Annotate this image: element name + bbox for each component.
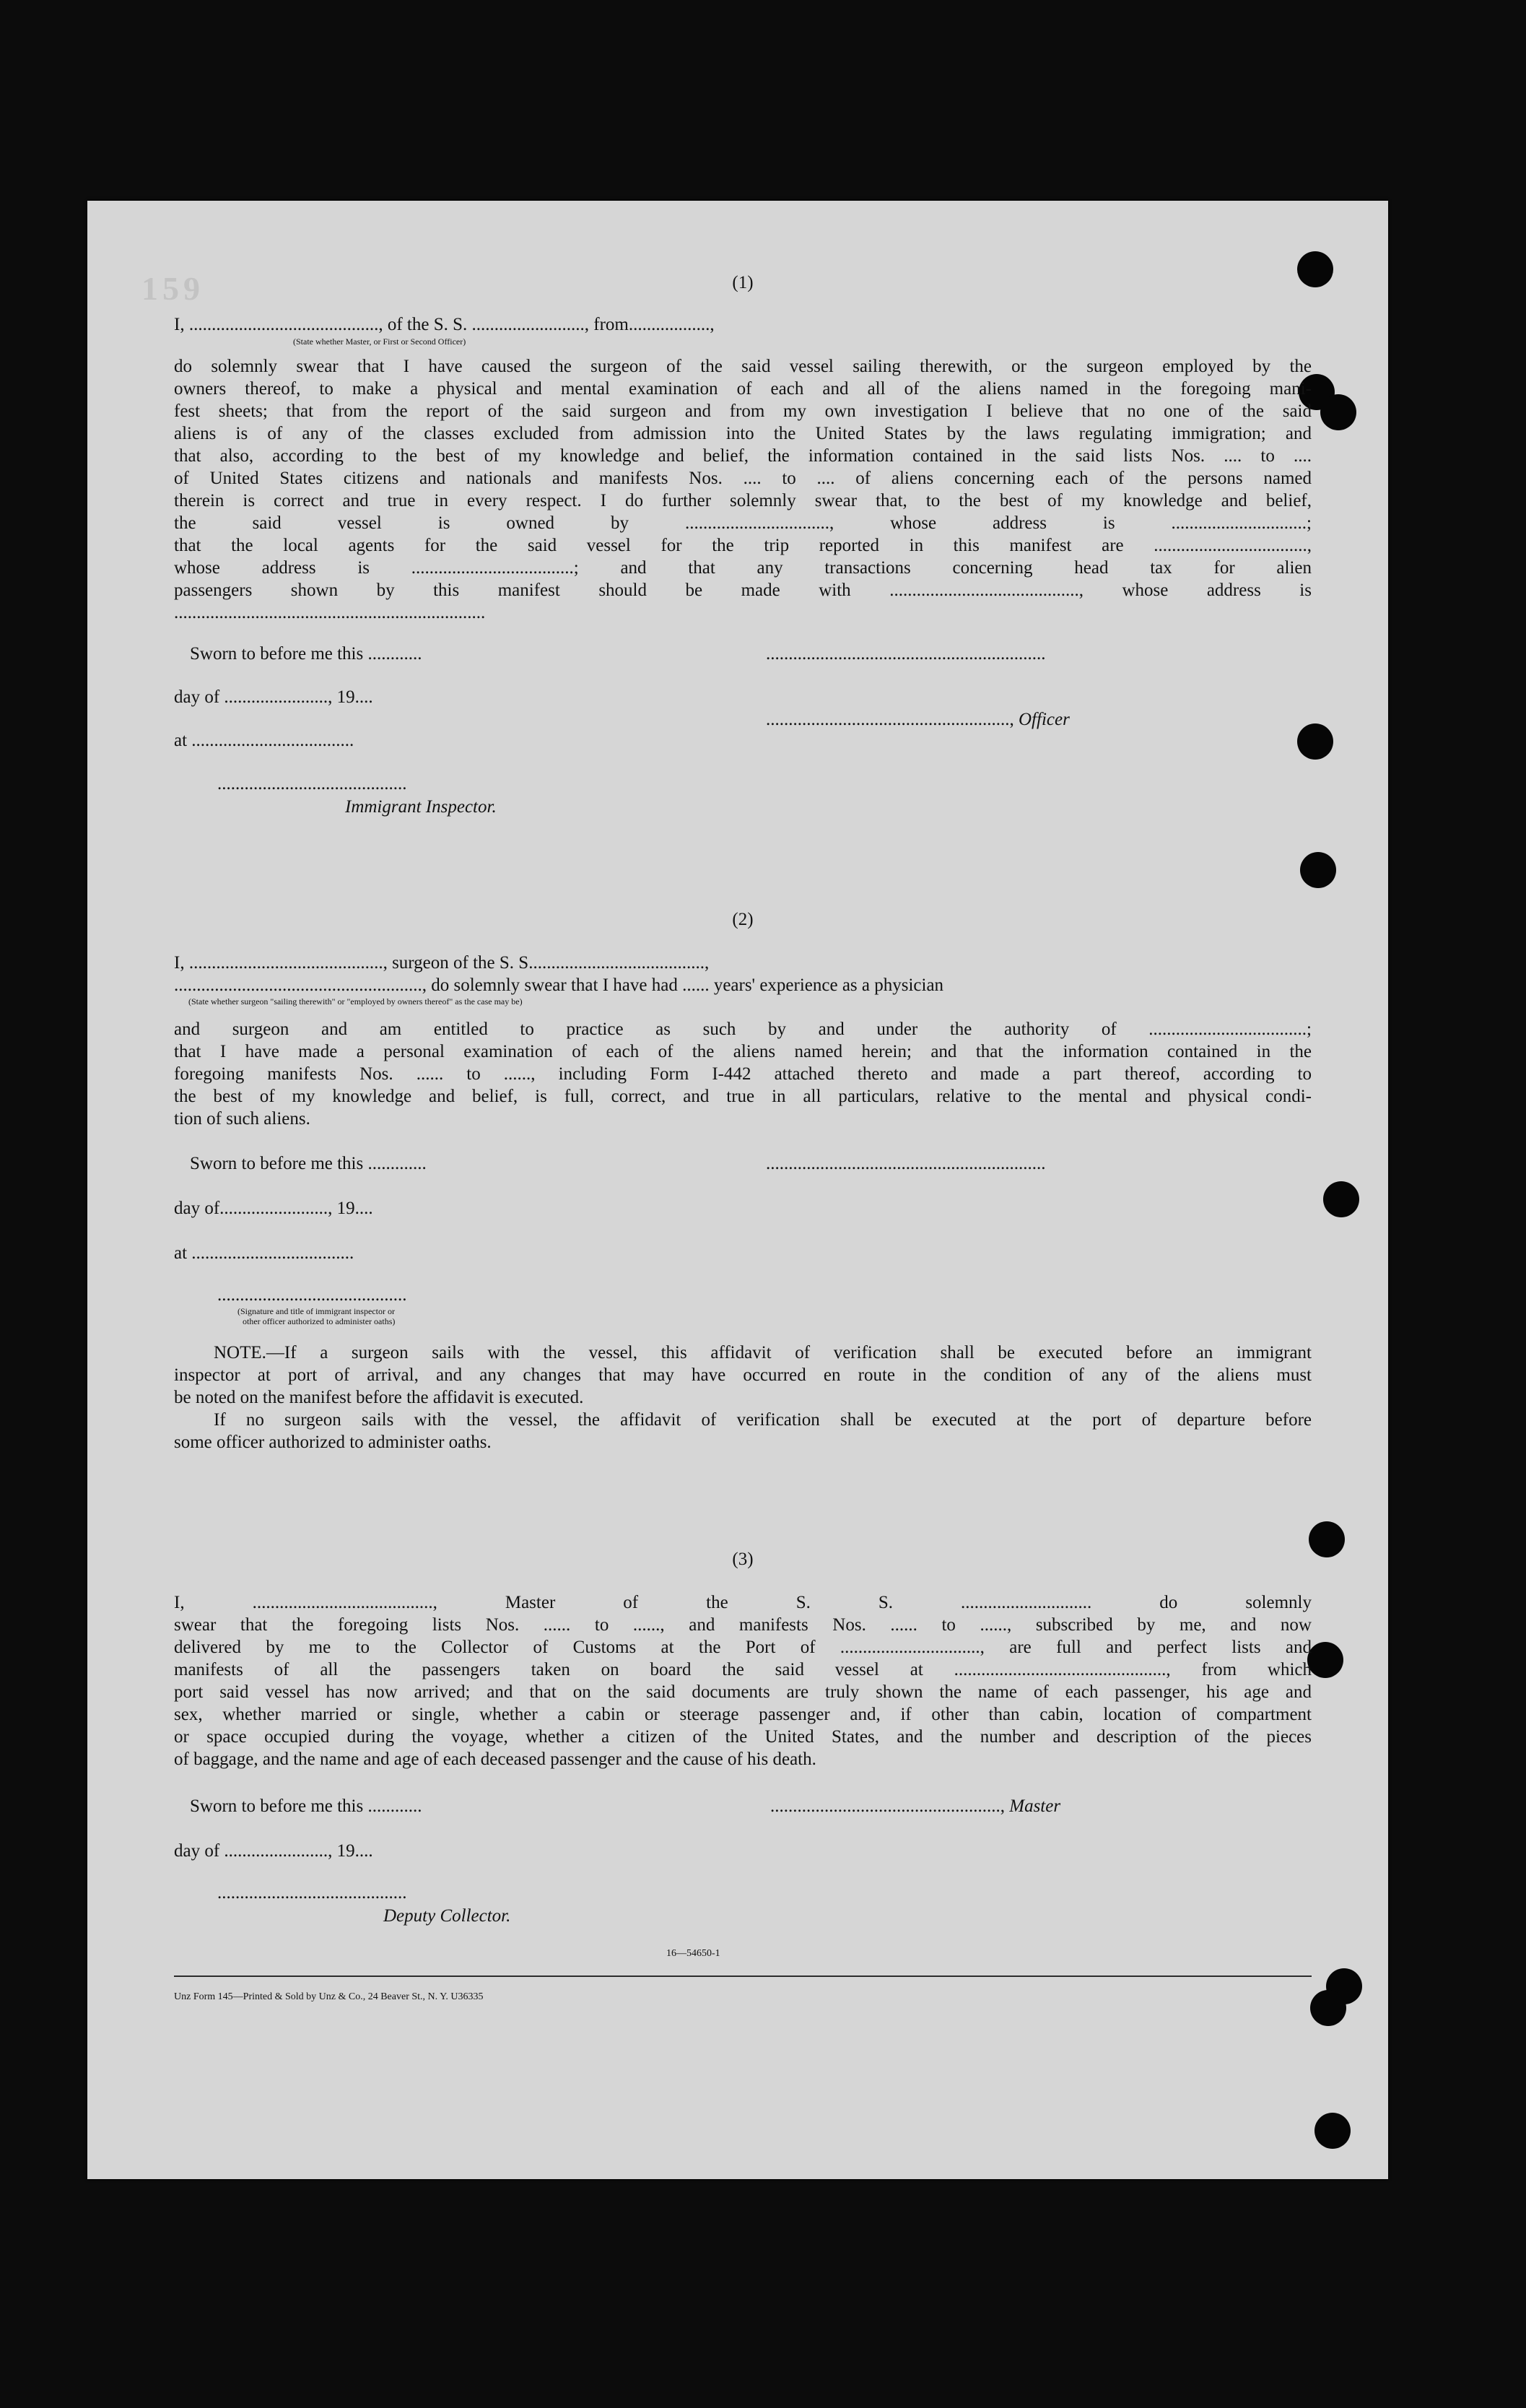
form-code: 16—54650-1 (666, 1948, 720, 1959)
section-2-at-line: at .................................... (174, 1243, 354, 1263)
section-1-body-line: do solemnly swear that I have caused the surgeon of the said vessel sailing therewith, or the surgeon employed by the (174, 357, 1312, 376)
section-2-caption: (State whether surgeon "sailing therewith" or "employed by owners thereof" as the case may be) (188, 996, 523, 1007)
section-3-body-line: delivered by me to the Collector of Customs at the Port of ..............................., are full and perfect lists and (174, 1638, 1312, 1657)
section-2-number: (2) (732, 910, 754, 929)
section-1-body-line: aliens is of any of the classes excluded from admission into the United States by the laws regulating immigration; and (174, 424, 1312, 443)
section-3-day-line: day of ......................., 19.... (174, 1841, 373, 1861)
punch-hole-11 (1314, 2113, 1351, 2149)
section-3-body-line: port said vessel has now arrived; and that on the said documents are truly shown the name of each passenger, his age and (174, 1682, 1312, 1702)
section-1-inspector-line: .......................................... (217, 774, 407, 794)
punch-hole-4 (1297, 723, 1333, 760)
note-line: inspector at port of arrival, and any changes that may have occurred en route in the condition of any of the aliens must (174, 1365, 1312, 1385)
section-3-body-line: manifests of all the passengers taken on board the said vessel at ..............................................., from which (174, 1660, 1312, 1679)
section-3-master-line (770, 1795, 1060, 1817)
section-2-signature-line: .......................................... (217, 1285, 407, 1305)
section-2-second-line: ......................................................., do solemnly swear that I have had ...... years' experience as a physician (174, 975, 944, 995)
punch-hole-3 (1320, 394, 1356, 430)
section-2-body-line: the best of my knowledge and belief, is full, correct, and true in all particulars, relative to the mental and physical condi- (174, 1087, 1312, 1106)
section-1-body-line: the said vessel is owned by ................................, whose address is ..............................; (174, 513, 1312, 533)
officer-label: Officer (1019, 710, 1070, 729)
section-2-body-line: and surgeon and am entitled to practice as such by and under the authority of ...................................; (174, 1020, 1312, 1039)
section-1-body-line: fest sheets; that from the report of the said surgeon and from my own investigation I believe that no one of the said (174, 401, 1312, 421)
master-dots: ..................................................., (770, 1796, 1005, 1816)
section-3-body-line: I, ........................................, Master of the S. S. ............................. do solemnly (174, 1593, 1312, 1612)
section-1-body-line: whose address is ....................................; and that any transactions concerning head tax for alien (174, 558, 1312, 578)
punch-hole-6 (1323, 1181, 1359, 1217)
punch-hole-5 (1300, 852, 1336, 888)
section-3-body-line: of baggage, and the name and age of each deceased passenger and the cause of his death. (174, 1750, 816, 1769)
section-2-sworn-line: Sworn to before me this ............. (190, 1154, 427, 1173)
section-1-body-line: of United States citizens and nationals and manifests Nos. .... to .... of aliens concerning each of the persons named (174, 469, 1312, 488)
section-1-body-line: that also, according to the best of my knowledge and belief, the information contained in the said lists Nos. .... to .... (174, 446, 1312, 466)
section-1-officer-line (766, 708, 1070, 731)
officer-dots: ......................................................, (766, 710, 1014, 729)
section-1-number: (1) (732, 273, 754, 292)
section-3-collector-label: Deputy Collector. (383, 1906, 511, 1926)
section-1-body-line: owners thereof, to make a physical and mental examination of each and all of the aliens named in the foregoing mani- (174, 379, 1312, 399)
section-1-sworn-signature-line: .............................................................. (766, 644, 1046, 664)
section-3-body-line: sex, whether married or single, whether a cabin or steerage passenger and, if other than cabin, location of compartment (174, 1705, 1312, 1724)
section-2-first-line: I, ..........................................., surgeon of the S. S......................................., (174, 953, 710, 973)
punch-hole-8 (1307, 1642, 1343, 1678)
section-1-day-line: day of ......................., 19.... (174, 687, 373, 707)
section-2-body-line: foregoing manifests Nos. ...... to ......, including Form I-442 attached thereto and made a part thereof, according to (174, 1064, 1312, 1084)
note-line: NOTE.—If a surgeon sails with the vessel, this affidavit of verification shall be executed before an immigrant (214, 1343, 1312, 1362)
note-line: some officer authorized to administer oaths. (174, 1433, 492, 1452)
section-3-body-line: or space occupied during the voyage, whether a citizen of the United States, and the number and description of the pieces (174, 1727, 1312, 1747)
section-1-first-line: I, .........................................., of the S. S. ........................., from.................., (174, 315, 715, 334)
section-3-number: (3) (732, 1549, 754, 1569)
note-line: be noted on the manifest before the affidavit is executed. (174, 1388, 584, 1407)
section-3-collector-line: .......................................... (217, 1883, 407, 1903)
section-1-caption: (State whether Master, or First or Second Officer) (293, 336, 466, 347)
faint-bleed-through-number: 159 (141, 270, 204, 307)
section-2-body-line: tion of such aliens. (174, 1109, 310, 1129)
section-3-body-line: swear that the foregoing lists Nos. ...... to ......, and manifests Nos. ...... to ......, subscribed by me, and now (174, 1615, 1312, 1635)
section-1-inspector-label: Immigrant Inspector. (345, 797, 497, 817)
section-1-body-line: that the local agents for the said vessel for the trip reported in this manifest are .................................., (174, 536, 1312, 555)
section-2-day-line: day of........................, 19.... (174, 1199, 373, 1218)
section-2-sworn-signature-line: .............................................................. (766, 1154, 1046, 1173)
section-3-sworn-line: Sworn to before me this ............ (190, 1796, 422, 1816)
section-2-body-line: that I have made a personal examination of each of the aliens named herein; and that the information contained in the (174, 1042, 1312, 1061)
footer-rule (174, 1975, 1312, 1977)
document-page (87, 201, 1388, 2179)
section-1-body-line: ..................................................................... (174, 603, 486, 622)
master-label: Master (1009, 1796, 1061, 1816)
printer-footer: Unz Form 145—Printed & Sold by Unz & Co., 24 Beaver St., N. Y. U36335 (174, 1991, 484, 2002)
section-1-at-line: at .................................... (174, 731, 354, 750)
section-2-signature-caption-2: other officer authorized to administer oaths) (243, 1316, 396, 1326)
note-line: If no surgeon sails with the vessel, the affidavit of verification shall be executed at the port of departure before (214, 1410, 1312, 1430)
punch-hole-7 (1309, 1521, 1345, 1557)
section-1-body-line: therein is correct and true in every respect. I do further solemnly swear that, to the best of my knowledge and belief, (174, 491, 1312, 510)
punch-hole-10 (1310, 1990, 1346, 2026)
section-1-body-line: passengers shown by this manifest should be made with .........................................., whose address is (174, 581, 1312, 600)
section-2-signature-caption-1: (Signature and title of immigrant inspector or (237, 1306, 395, 1316)
section-1-sworn-line: Sworn to before me this ............ (190, 644, 422, 664)
